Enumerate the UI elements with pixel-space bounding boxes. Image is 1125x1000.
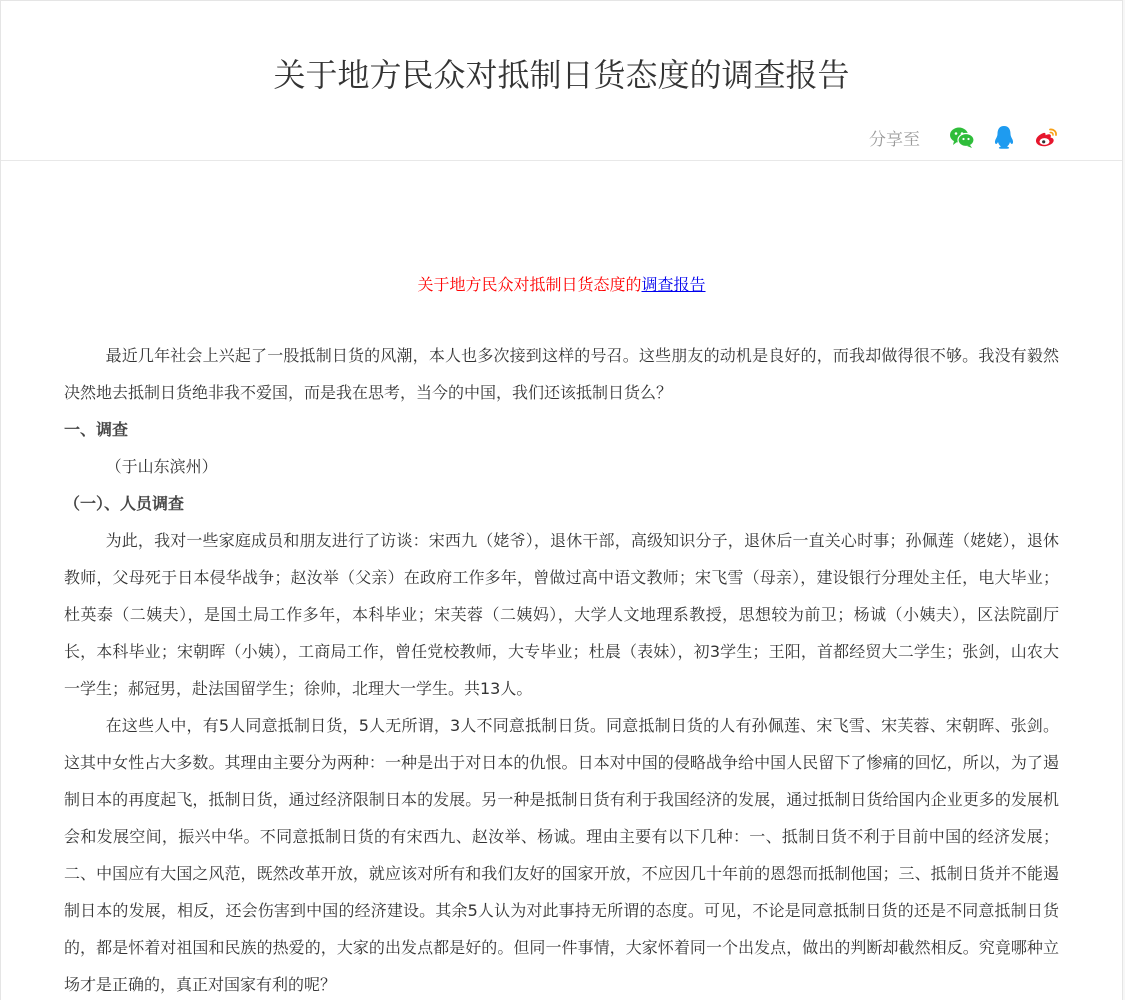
article-title-link[interactable]: 调查报告 (641, 275, 706, 294)
article-content (1, 273, 1122, 1000)
page-title: 关于地方民众对抵制日货态度的调查报告 (273, 56, 850, 94)
paragraph-interviewees: 为此，我对一些家庭成员和朋友进行了访谈：宋西九（姥爷），退休干部，高级知识分子，退休后一直关心时事；孙佩莲（姥姥），退休教师，父母死于日本侵华战争；赵汝举（父亲）在政府工作多年，曾做过高中语文教师；宋飞雪（母亲），建设银行分理处主任，电大毕业；杜英泰（二姨夫），是国土局工作多年，本科毕业；宋芙蓉（二姨妈），大学人文地理系教授，思想较为前卫；杨诚（小姨夫），区法院副厅长，本科毕业；宋朝晖（小姨），工商局工作，曾任党校教师，大专毕业；杜晨（表妹），初3学生；王阳，首都经贸大二学生；张剑，山农大一学生；郝冠男，赴法国留学生；徐帅，北理大一学生。共13人。 (64, 531, 1059, 698)
subsection-heading: （一）、人员调查 (64, 494, 185, 513)
page-header (1, 1, 1122, 161)
intro-paragraph: 最近几年社会上兴起了一股抵制日货的风潮，本人也多次接到这样的号召。这些朋友的动机是良好的，而我却做得很不够。我没有毅然决然地去抵制日货绝非我不爱国，而是我在思考，当今的中国，我们还该抵制日货么？ (64, 346, 1059, 402)
wechat-icon[interactable] (948, 123, 976, 151)
share-bar (869, 121, 1060, 153)
paragraph-findings: 在这些人中，有5人同意抵制日货，5人无所谓，3人不同意抵制日货。同意抵制日货的人有孙佩莲、宋飞雪、宋芙蓉、宋朝晖、张剑。这其中女性占大多数。其理由主要分为两种：一种是出于对日本的仇恨。日本对中国的侵略战争给中国人民留下了惨痛的回忆，所以，为了遏制日本的再度起飞，抵制日货，通过经济限制日本的发展。另一种是抵制日货有利于我国经济的发展，通过抵制日货给国内企业更多的发展机会和发展空间，振兴中华。不同意抵制日货的有宋西九、赵汝举、杨诚。理由主要有以下几种：一、抵制日货不利于目前中国的经济发展；二、中国应有大国之风范，既然改革开放，就应该对所有和我们友好的国家开放，不应因几十年前的恩怨而抵制他国；三、抵制日货并不能遏制日本的发展，相反，还会伤害到中国的经济建设。其余5人认为对此事持无所谓的态度。可见，不论是同意抵制日货的还是不同意抵制日货的，都是怀着对祖国和民族的热爱的，大家的出发点都是好的。但同一件事情，大家怀着同一个出发点，做出的判断却截然相反。究竟哪种立场才是正确的，真正对国家有利的呢？ (64, 716, 1059, 994)
location-note: （于山东滨州） (105, 457, 218, 476)
article-title-text: 关于地方民众对抵制日货态度的 (417, 275, 642, 294)
article-body (64, 337, 1059, 1000)
weibo-icon[interactable] (1032, 123, 1060, 151)
article-title (64, 273, 1059, 297)
qq-icon[interactable] (990, 123, 1018, 151)
section-heading: 一、调查 (64, 420, 129, 439)
share-label: 分享至 (869, 129, 920, 150)
